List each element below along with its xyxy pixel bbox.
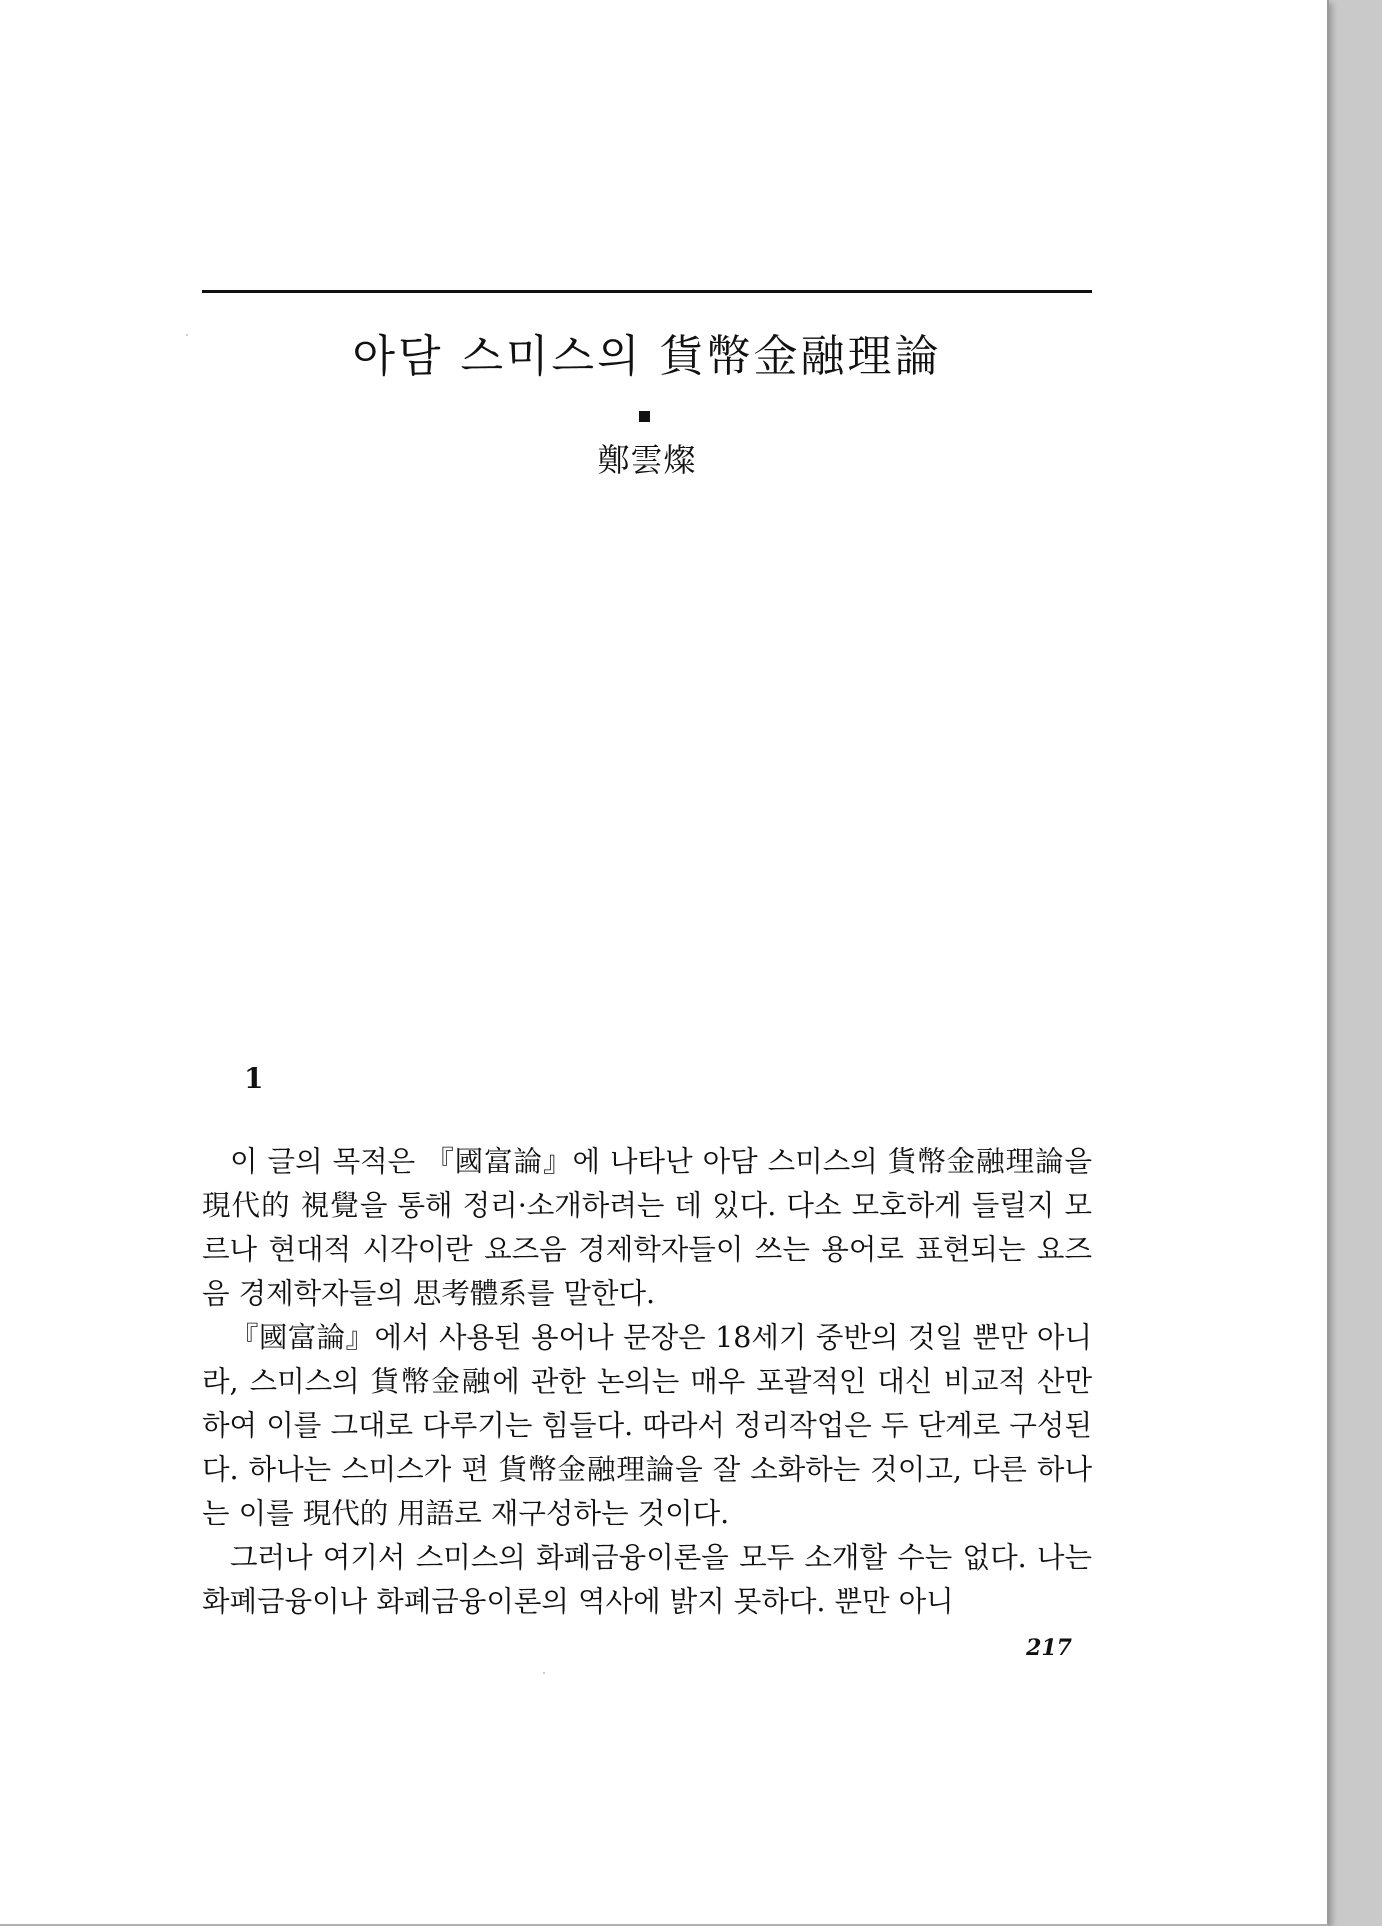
article-title: 아담 스미스의 貨幣金融理論 [352,331,942,382]
page-number: 217 [1026,1635,1072,1661]
body-text [202,1140,1092,1624]
page-content [202,280,1092,1720]
paragraph: 이 글의 목적은 『國富論』에 나타난 아담 스미스의 貨幣金融理論을 現代的 視覺을 통해 정리·소개하려는 데 있다. 다소 모호하게 들릴지 모르나 현대적 시각이란 요즈음 경제학자들이 쓰는 용어로 표현되는 요즈음 경제학자들의 思考體系를 말한다. [202,1145,1092,1310]
title-rule [202,290,1092,293]
author-marker-icon [639,411,650,422]
scan-speck [186,334,188,336]
article-author: 鄭雲燦 [597,441,697,479]
paragraph: 『國富論』에서 사용된 용어나 문장은 18세기 중반의 것일 뿐만 아니라, 스미스의 貨幣金融에 관한 논의는 매우 포괄적인 대신 비교적 산만하여 이를 그대로 다루기는 힘들다. 따라서 정리작업은 두 단계로 구성된다. 하나는 스미스가 편 貨幣金融理論을 잘 소화하는 것이고, 다른 하나는 이를 現代的 用語로 재구성하는 것이다. [202,1321,1092,1530]
scan-speck [543,1672,545,1674]
section-number: 1 [244,1062,264,1095]
paragraph: 그러나 여기서 스미스의 화폐금융이론을 모두 소개할 수는 없다. 나는 화폐금융이나 화폐금융이론의 역사에 밝지 못하다. 뿐만 아니 [202,1541,1092,1618]
